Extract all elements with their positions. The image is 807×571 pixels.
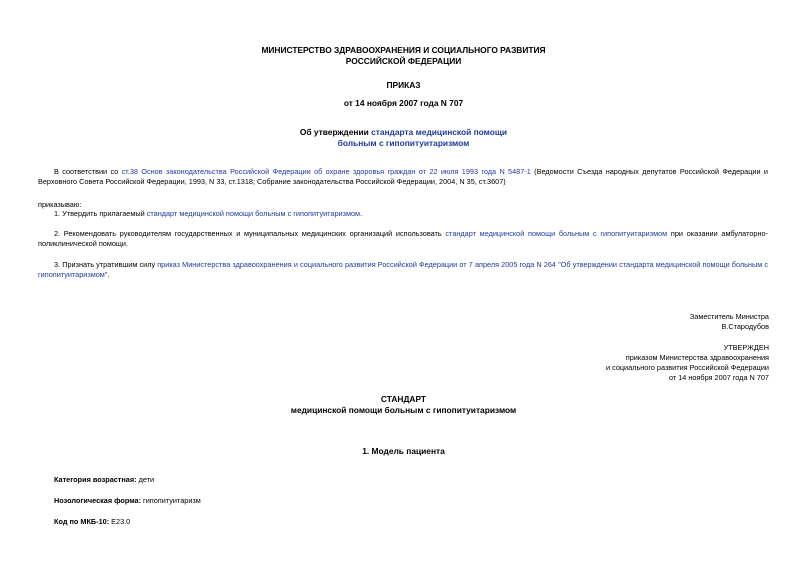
- standard-title: СТАНДАРТ: [380, 394, 427, 404]
- nosology-form: [54, 496, 201, 506]
- nosology-label: Нозологическая форма:: [54, 496, 142, 505]
- section-heading: 1. Модель пациента: [362, 446, 445, 456]
- age-category: [54, 475, 154, 485]
- icd-value: E23.0: [109, 517, 131, 526]
- doc-date-number: от 14 ноября 2007 года N 707: [343, 98, 464, 108]
- age-label: Категория возрастная:: [54, 475, 137, 484]
- signature-name: В.Стародубов: [721, 322, 769, 331]
- preamble-text-2: (Ведомости Съезда народных депутатов Российской Федерации и Верховного Совета Российской Федерации, 1993, N 33, ст.1318; Собрание законодательства Российской Федерации, 2004, N 35, ст.3607): [38, 167, 769, 186]
- order-word: приказываю:: [38, 200, 82, 209]
- signature-position: Заместитель Министра: [689, 312, 769, 321]
- approval-block: [606, 343, 769, 383]
- item-1-standard-link[interactable]: стандарт медицинской помощи больным с гипопитуитаризмом: [146, 209, 361, 218]
- title-prefix: Об утверждении: [299, 127, 372, 137]
- item-2-standard-link[interactable]: стандарт медицинской помощи больным с гипопитуитаризмом: [445, 229, 668, 238]
- icd-code: [54, 517, 130, 527]
- signature-block: [690, 312, 769, 332]
- item-1-text: 1. Утвердить прилагаемый: [54, 209, 147, 218]
- nosology-value: гипопитуитаризм: [141, 496, 201, 505]
- item-2: [38, 229, 768, 249]
- item-2-end: при оказании амбулаторно-поликлинической помощи.: [38, 229, 768, 248]
- ministry-line-2: РОССИЙСКОЙ ФЕДЕРАЦИИ: [345, 55, 462, 66]
- title-link-line-2[interactable]: больным с гипопитуитаризмом: [337, 137, 470, 148]
- preamble-paragraph: [38, 167, 768, 187]
- doc-title: [0, 127, 807, 148]
- approved-line-3: от 14 ноября 2007 года N 707: [668, 373, 769, 382]
- standard-subtitle: медицинской помощи больным с гипопитуитаризмом: [290, 404, 517, 415]
- approved-line-2: и социального развития Российской Федерации: [605, 363, 769, 372]
- item-3-end: .: [107, 270, 110, 279]
- preamble-text-1: В соответствии со: [54, 167, 122, 176]
- ministry-line-1: МИНИСТЕРСТВО ЗДРАВООХРАНЕНИЯ И СОЦИАЛЬНОГО РАЗВИТИЯ: [261, 45, 546, 55]
- icd-label: Код по МКБ-10:: [54, 517, 110, 526]
- doc-type: ПРИКАЗ: [386, 80, 421, 90]
- approved-word: УТВЕРЖДЕН: [723, 343, 769, 352]
- item-1: [38, 209, 768, 219]
- standard-heading: [0, 394, 807, 415]
- title-link[interactable]: стандарта медицинской помощи: [371, 127, 508, 137]
- item-1-end: .: [360, 209, 363, 218]
- approved-line-1: приказом Министерства здравоохранения: [625, 353, 769, 362]
- law-article-link[interactable]: ст.38 Основ законодательства Российской Федерации об охране здоровья граждан от 22 июля 1993 года N 5487-1: [121, 167, 531, 176]
- item-3-order-link[interactable]: приказ Министерства здравоохранения и социального развития Российской Федерации от 7 апреля 2005 года N 264 "Об утверждении стандарта медицинской помощи больным с гипопитуитаризмом": [38, 260, 768, 279]
- ministry-heading: [0, 45, 807, 66]
- item-3: [38, 260, 768, 280]
- item-2-text: 2. Рекомендовать руководителям государственных и муниципальных медицинских организаций использовать: [54, 229, 446, 238]
- age-value: дети: [136, 475, 155, 484]
- item-3-text: 3. Признать утратившим силу: [54, 260, 158, 269]
